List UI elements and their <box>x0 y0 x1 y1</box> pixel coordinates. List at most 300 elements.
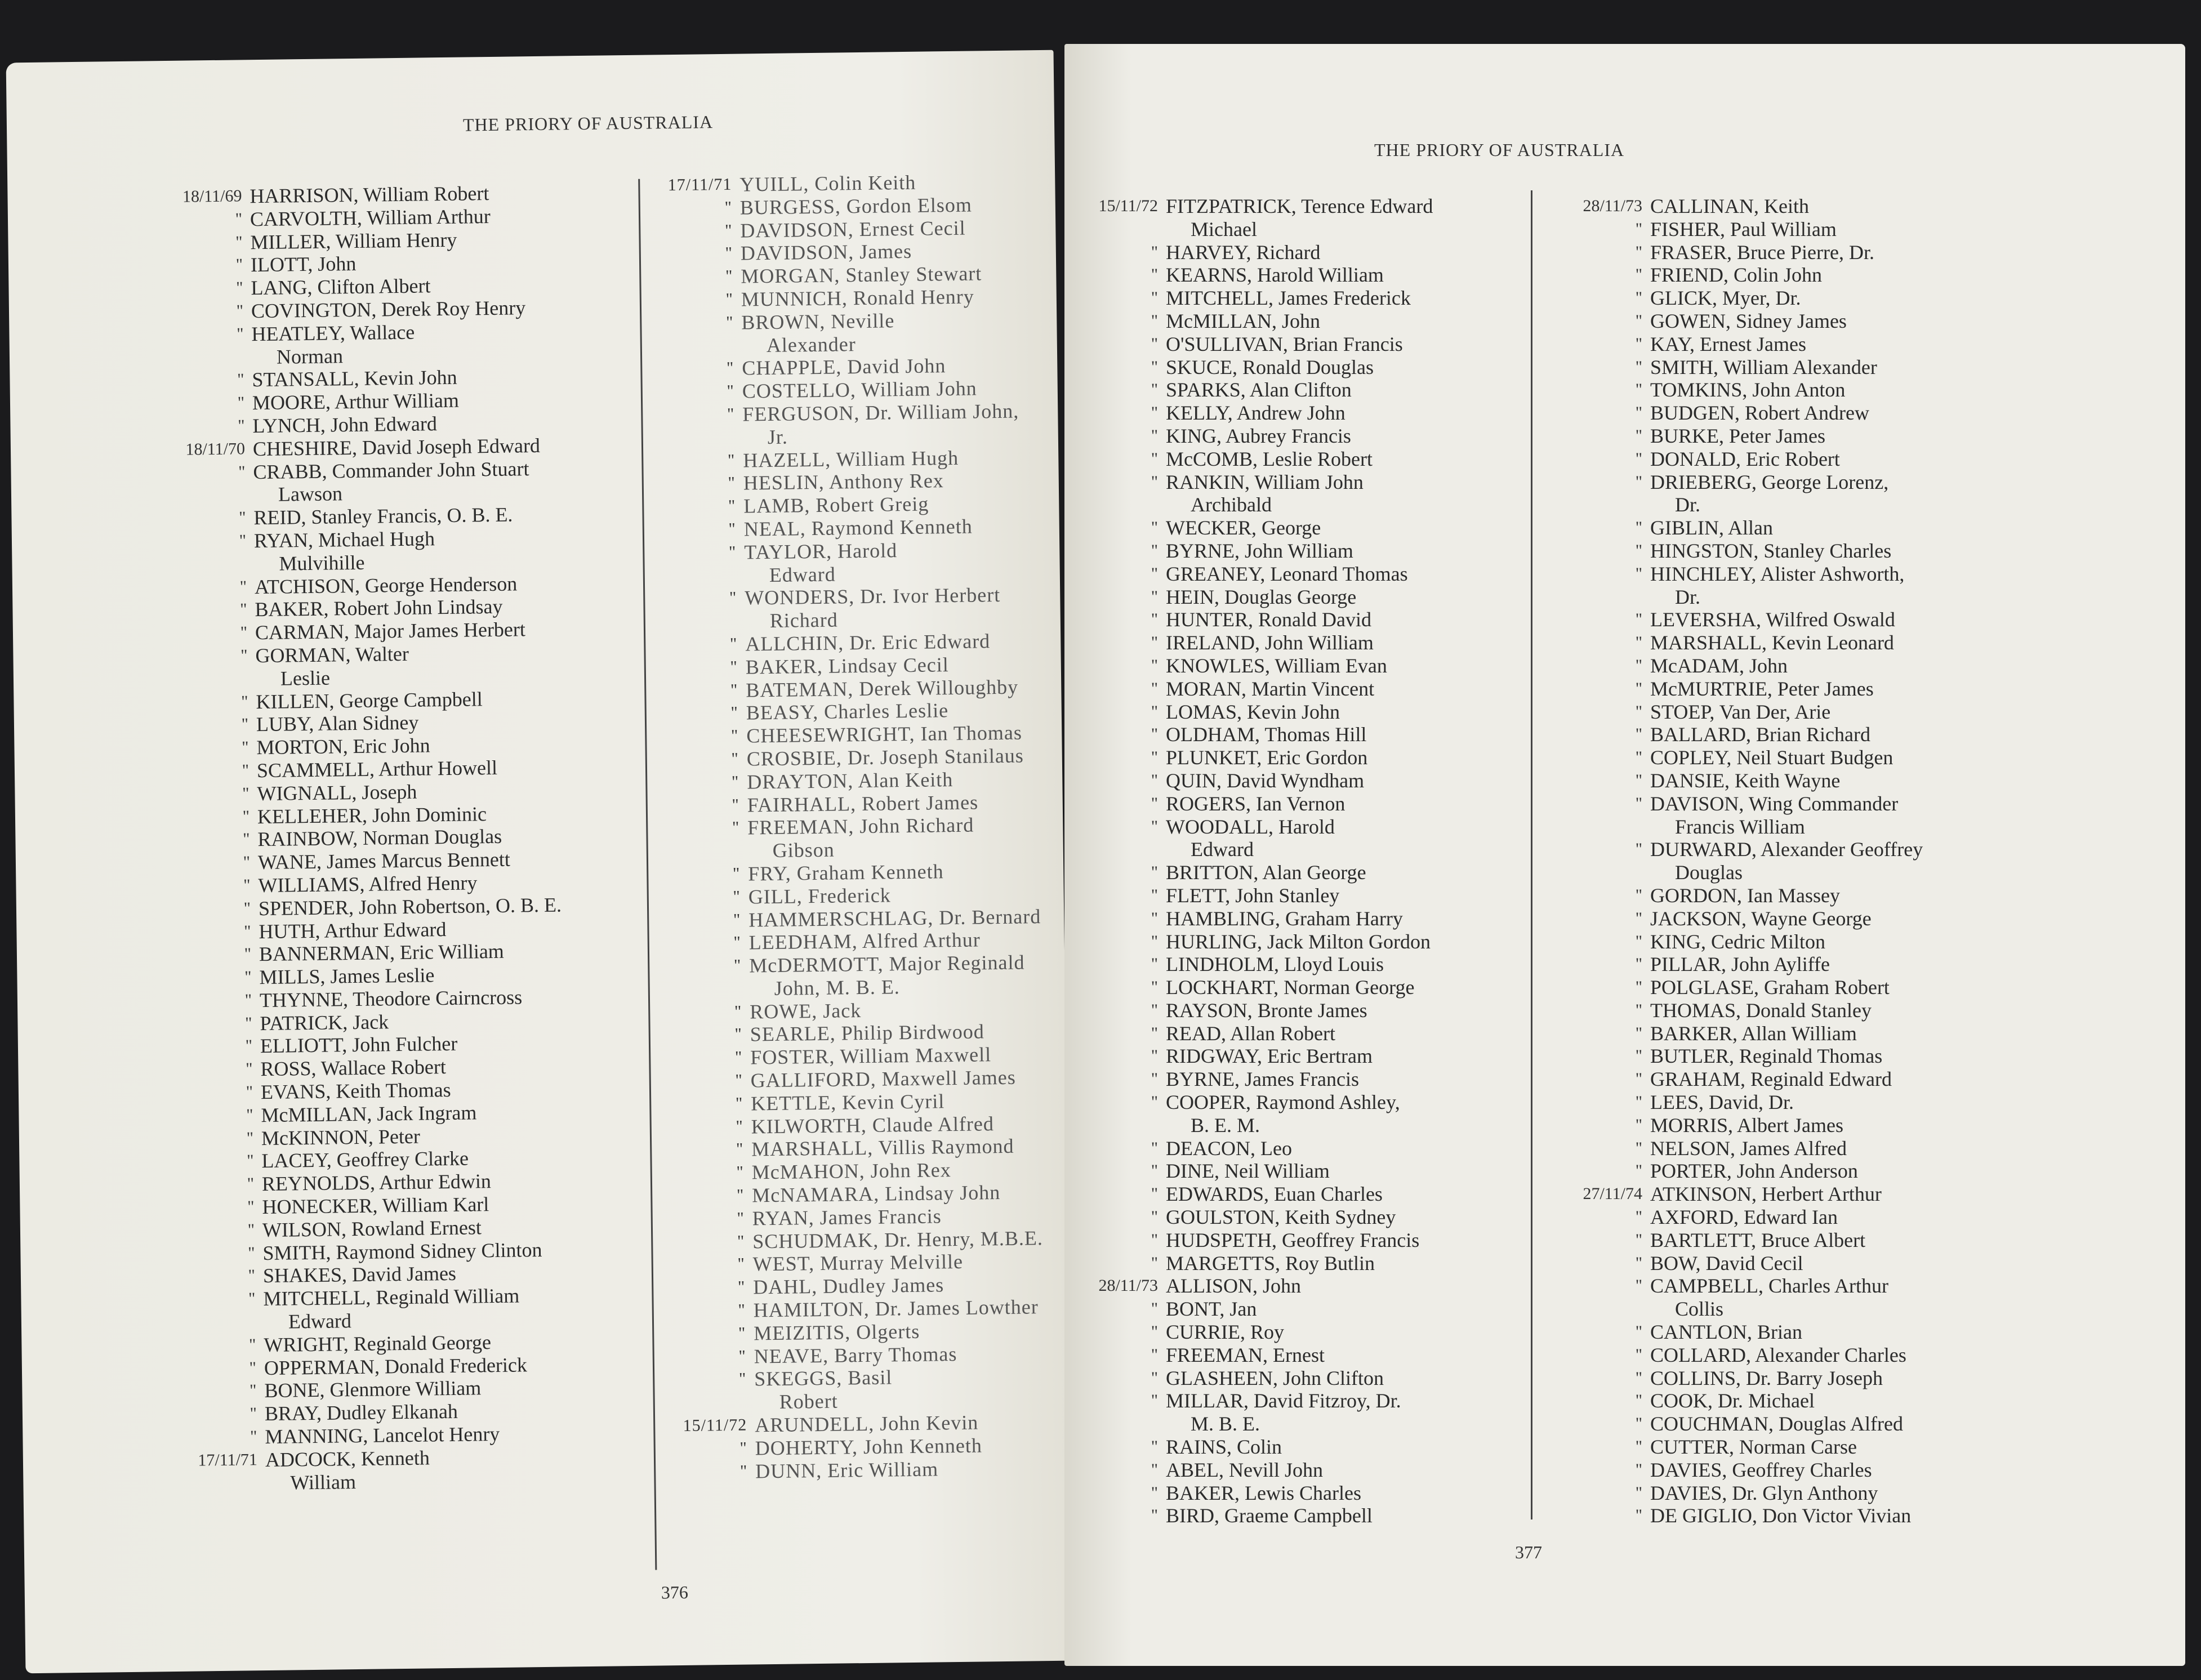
entry-date: " <box>733 910 741 929</box>
entry-row <box>1635 723 2078 746</box>
entry-name: Archibald <box>1191 493 1272 516</box>
entry-name: Robert <box>779 1389 838 1414</box>
entry-name: RANKIN, William John <box>1166 470 1364 493</box>
entry-name: WECKER, George <box>1166 516 1321 540</box>
entry-date: " <box>729 589 737 608</box>
entry-name: FISHER, Paul William <box>1650 217 1837 240</box>
entry-row <box>738 1318 1058 1345</box>
entry-row <box>755 1387 1059 1414</box>
entry-name: ABEL, Nevill John <box>1166 1458 1323 1481</box>
entry-name: SKEGGS, Basil <box>754 1366 893 1391</box>
entry-date: " <box>735 1094 743 1113</box>
name-column <box>182 180 671 1494</box>
name-column <box>667 170 1059 1483</box>
entry-row <box>1151 930 1571 953</box>
entry-row <box>733 904 1053 931</box>
entry-name: WIGNALL, Joseph <box>257 780 417 805</box>
entry-name: KELLY, Andrew John <box>1166 402 1345 425</box>
entry-name: SCAMMELL, Arthur Howell <box>256 756 498 782</box>
entry-row <box>734 1042 1054 1069</box>
entry-name: MORRIS, Albert James <box>1650 1113 1844 1137</box>
entry-date: " <box>242 738 249 757</box>
entry-date: " <box>1151 472 1158 491</box>
entry-name: BIRD, Graeme Campbell <box>1166 1504 1373 1527</box>
entry-name: HARVEY, Richard <box>1166 240 1321 264</box>
entry-date: " <box>738 1370 747 1389</box>
entry-row <box>1151 1251 1571 1275</box>
entry-name: McCOMB, Leslie Robert <box>1166 447 1373 470</box>
entry-row <box>730 721 1050 747</box>
entry-name: Lawson <box>278 482 343 506</box>
entry-row <box>725 308 1045 334</box>
entry-date: " <box>1151 633 1158 652</box>
entry-name: KAY, Ernest James <box>1650 332 1806 355</box>
entry-name: NEAL, Raymond Kenneth <box>743 515 973 541</box>
entry-date: " <box>1151 1230 1158 1249</box>
entry-row <box>1151 1321 1571 1344</box>
entry-name: CRABB, Commander John Stuart <box>253 457 529 483</box>
entry-name: Leslie <box>280 666 331 690</box>
entry-name: MITCHELL, James Frederick <box>1166 287 1411 310</box>
entry-date: " <box>238 462 246 482</box>
entry-date: " <box>728 496 736 516</box>
entry-name: MORAN, Martin Vincent <box>1166 677 1375 700</box>
entry-row <box>1151 1137 1571 1160</box>
entry-date: " <box>1635 564 1642 583</box>
entry-date: " <box>1635 1414 1642 1433</box>
entry-name: Francis William <box>1675 815 1805 838</box>
entry-date: " <box>1635 403 1642 422</box>
entry-name: GREANEY, Leonard Thomas <box>1166 562 1408 585</box>
entry-name: EDWARDS, Euan Charles <box>1166 1183 1383 1206</box>
entry-date: " <box>736 1117 743 1136</box>
entry-name: ROSS, Wallace Robert <box>260 1055 447 1081</box>
entry-date: " <box>1635 1115 1642 1134</box>
entry-date: " <box>736 1186 745 1205</box>
entry-date: " <box>1151 1253 1158 1272</box>
entry-name: YUILL, Colin Keith <box>739 171 916 196</box>
entry-name: HUTH, Arthur Edward <box>259 917 447 943</box>
entry-date: " <box>1635 1322 1642 1342</box>
entry-date: " <box>1635 1023 1642 1042</box>
entry-date: 15/11/72 <box>1098 197 1158 215</box>
entry-date: " <box>1635 1046 1642 1066</box>
entry-date: " <box>241 692 248 711</box>
entry-name: LANG, Clifton Albert <box>251 274 431 300</box>
entry-name: CARMAN, Major James Herbert <box>255 618 526 644</box>
left-page <box>6 50 1073 1674</box>
entry-date: " <box>249 1427 257 1446</box>
entry-row <box>1635 631 2078 654</box>
entry-name: PILLAR, John Ayliffe <box>1650 953 1830 976</box>
entry-date: " <box>1151 1391 1158 1410</box>
entry-name: SHAKES, David James <box>262 1262 457 1287</box>
entry-name: CHEESEWRIGHT, Ian Thomas <box>746 721 1023 747</box>
entry-name: BARTLETT, Bruce Albert <box>1650 1228 1866 1251</box>
entry-date: " <box>727 381 735 401</box>
entry-row <box>1635 1045 2078 1068</box>
entry-name: LOCKHART, Norman George <box>1166 976 1415 999</box>
entry-date: " <box>1151 518 1158 537</box>
entry-date: " <box>244 968 252 987</box>
entry-row <box>1151 378 1571 402</box>
entry-row <box>1151 264 1571 287</box>
entry-name: DEACON, Leo <box>1166 1137 1292 1160</box>
entry-row <box>1151 447 1571 471</box>
entry-name: OPPERMAN, Donald Frederick <box>264 1353 528 1379</box>
entry-date: " <box>1635 1483 1642 1502</box>
entry-row <box>1635 792 2078 816</box>
entry-date: " <box>235 232 243 252</box>
entry-date: " <box>1151 1023 1158 1042</box>
entry-name: Alexander <box>766 332 856 357</box>
entry-date: " <box>1151 817 1158 836</box>
entry-date: 18/11/69 <box>182 186 242 206</box>
entry-date: " <box>1635 955 1642 974</box>
column-divider <box>1531 190 1532 1519</box>
entry-date: " <box>1635 1276 1642 1295</box>
entry-name: COOPER, Raymond Ashley, <box>1166 1091 1400 1114</box>
entry-date: " <box>247 1151 254 1170</box>
entry-name: KING, Aubrey Francis <box>1166 424 1351 447</box>
entry-date: " <box>728 474 736 493</box>
entry-date: " <box>246 1106 253 1125</box>
entry-date: " <box>739 1438 747 1458</box>
entry-name: LEEDHAM, Alfred Arthur <box>748 928 981 954</box>
entry-date: " <box>235 255 243 274</box>
entry-date: " <box>1635 472 1642 491</box>
entry-name: WILSON, Rowland Ernest <box>262 1216 482 1241</box>
entry-name: GILL, Frederick <box>748 884 891 908</box>
entry-date: " <box>1151 1345 1158 1364</box>
entry-date: " <box>734 1025 742 1044</box>
entry-name: COSTELLO, William John <box>742 377 977 403</box>
entry-row <box>1151 309 1571 333</box>
entry-row <box>1151 1022 1571 1045</box>
entry-name: LINDHOLM, Lloyd Louis <box>1166 953 1384 976</box>
entry-date: " <box>1151 426 1158 445</box>
entry-name: BURGESS, Gordon Elsom <box>739 193 973 219</box>
entry-name: MANNING, Lancelot Henry <box>265 1422 500 1449</box>
entry-row <box>1166 493 1571 516</box>
entry-date: " <box>1635 1368 1642 1387</box>
entry-date: " <box>1151 932 1158 951</box>
entry-date: " <box>1635 770 1642 790</box>
entry-date: " <box>1635 1070 1642 1089</box>
entry-row <box>1635 309 2078 333</box>
entry-row <box>1650 586 2078 609</box>
entry-name: BAKER, Lindsay Cecil <box>745 653 949 679</box>
entry-name: FERGUSON, Dr. William John, <box>742 399 1019 426</box>
entry-name: M. B. E. <box>1191 1412 1260 1436</box>
entry-date: " <box>242 784 249 803</box>
entry-name: McKINNON, Peter <box>261 1125 421 1149</box>
entry-name: ARUNDELL, John Kevin <box>755 1411 979 1437</box>
entry-row <box>1635 1366 2078 1390</box>
entry-name: DAVIDSON, Ernest Cecil <box>740 216 966 242</box>
entry-date: " <box>237 324 244 344</box>
entry-name: ADCOCK, Kenneth <box>265 1446 430 1471</box>
right-page <box>1064 44 2185 1666</box>
entry-name: Edward <box>769 563 836 586</box>
entry-name: CALLINAN, Keith <box>1650 195 1809 217</box>
entry-row <box>1635 1091 2078 1114</box>
entry-date: " <box>239 531 247 550</box>
entry-row <box>1151 1458 1571 1482</box>
entry-row <box>1151 1045 1571 1068</box>
entry-name: TAYLOR, Harold <box>744 538 898 564</box>
entry-row <box>1650 1298 2078 1321</box>
entry-row <box>1650 861 2078 884</box>
entry-date: " <box>725 266 733 286</box>
entry-name: HAZELL, William Hugh <box>743 446 959 472</box>
entry-name: WILLIAMS, Alfred Henry <box>258 871 478 897</box>
entry-name: MILLAR, David Fitzroy, Dr. <box>1166 1389 1401 1412</box>
entry-name: FITZPATRICK, Terence Edward <box>1166 195 1433 217</box>
entry-date: " <box>1151 1138 1158 1157</box>
entry-date: " <box>1635 288 1642 308</box>
entry-row <box>1151 585 1571 609</box>
entry-name: DAVIES, Geoffrey Charles <box>1650 1458 1872 1481</box>
entry-name: Norman <box>276 344 344 368</box>
entry-date: " <box>1635 1253 1642 1272</box>
entry-row <box>735 1089 1055 1115</box>
entry-date: " <box>727 451 736 470</box>
entry-row <box>1151 1298 1571 1321</box>
entry-row <box>1635 1458 2078 1482</box>
entry-name: LACEY, Geoffrey Clarke <box>261 1147 469 1173</box>
entry-row <box>730 675 1050 702</box>
entry-row <box>1151 976 1571 999</box>
entry-name: BUTLER, Reginald Thomas <box>1650 1045 1883 1068</box>
entry-row <box>742 331 1046 357</box>
entry-name: FRIEND, Colin John <box>1650 264 1823 287</box>
entry-name: HEATLEY, Wallace <box>251 320 415 345</box>
entry-date: " <box>1151 449 1158 468</box>
entry-date: " <box>1151 978 1158 997</box>
entry-date: " <box>1635 1207 1642 1227</box>
entry-row <box>1635 1343 2078 1367</box>
entry-name: KILWORTH, Claude Alfred <box>751 1112 995 1138</box>
entry-name: HEIN, Douglas George <box>1166 585 1357 608</box>
entry-name: Jr. <box>767 425 788 448</box>
entry-date: 17/11/71 <box>667 175 732 195</box>
entry-date: " <box>1635 1345 1642 1364</box>
entry-name: KNOWLES, William Evan <box>1166 654 1387 677</box>
entry-date: " <box>733 887 741 906</box>
entry-date: " <box>1151 863 1158 882</box>
entry-name: PLUNKET, Eric Gordon <box>1166 746 1368 769</box>
entry-name: GALLIFORD, Maxwell James <box>750 1066 1016 1092</box>
entry-date: " <box>1151 1184 1158 1204</box>
entry-row <box>1635 287 2078 310</box>
entry-row <box>1635 1275 2078 1298</box>
entry-row <box>1635 1022 2078 1045</box>
entry-name: MARSHALL, Kevin Leonard <box>1650 631 1894 654</box>
entry-date: " <box>1151 1000 1158 1019</box>
entry-name: MILLER, William Henry <box>250 228 457 253</box>
entry-row <box>1151 1343 1571 1367</box>
entry-row <box>1635 516 2078 540</box>
entry-name: COUCHMAN, Douglas Alfred <box>1650 1412 1903 1436</box>
entry-date: 18/11/70 <box>185 439 246 459</box>
entry-date: 27/11/74 <box>1583 1184 1642 1204</box>
entry-name: HINGSTON, Stanley Charles <box>1650 539 1892 562</box>
entry-date: " <box>1151 1483 1158 1502</box>
entry-row <box>1635 1321 2078 1344</box>
entry-date: " <box>235 210 243 229</box>
entry-date: " <box>246 1082 253 1102</box>
entry-row <box>1635 264 2078 287</box>
entry-row <box>1635 1251 2078 1275</box>
entry-name: DRIEBERG, George Lorenz, <box>1650 470 1889 493</box>
entry-date: " <box>246 1059 253 1079</box>
entry-date: " <box>738 1300 746 1320</box>
entry-row <box>1635 1160 2078 1183</box>
entry-date: " <box>238 416 245 435</box>
entry-row <box>1166 1412 1571 1436</box>
entry-row <box>1635 355 2078 379</box>
entry-name: COPLEY, Neil Stuart Budgen <box>1650 746 1893 769</box>
entry-date: " <box>1151 357 1158 376</box>
entry-name: READ, Allan Robert <box>1166 1022 1335 1045</box>
entry-row <box>1151 1228 1571 1252</box>
entry-row <box>1151 562 1571 586</box>
entry-name: Gibson <box>772 838 835 862</box>
entry-row <box>1635 1228 2078 1252</box>
entry-name: Dr. <box>1675 585 1700 608</box>
entry-date: " <box>1151 885 1158 904</box>
entry-date: " <box>249 1404 257 1423</box>
entry-date: " <box>249 1381 257 1400</box>
entry-date: " <box>725 244 733 263</box>
page-header: THE PRIORY OF AUSTRALIA <box>1374 140 1625 160</box>
entry-row <box>748 836 1052 862</box>
entry-name: MARSHALL, Villis Raymond <box>751 1135 1014 1161</box>
entry-name: DONALD, Eric Robert <box>1650 447 1840 470</box>
entry-date: " <box>247 1243 255 1263</box>
entry-name: MUNNICH, Ronald Henry <box>741 285 975 311</box>
entry-name: McADAM, John <box>1650 654 1788 677</box>
entry-date: " <box>1151 1070 1158 1089</box>
entry-name: SEARLE, Philip Birdwood <box>750 1020 985 1046</box>
entry-date: " <box>1151 1460 1158 1479</box>
entry-name: FRASER, Bruce Pierre, Dr. <box>1650 240 1874 264</box>
entry-date: " <box>244 991 252 1010</box>
entry-row <box>1151 470 1571 494</box>
entry-name: IRELAND, John William <box>1166 631 1374 654</box>
entry-name: MITCHELL, Reginald William <box>263 1284 520 1311</box>
entry-date: " <box>1635 311 1642 330</box>
entry-date: " <box>730 703 738 723</box>
entry-date: " <box>1635 265 1642 284</box>
entry-name: DUNN, Eric William <box>755 1458 939 1483</box>
entry-name: MORTON, Eric John <box>256 734 430 759</box>
entry-name: KETTLE, Kevin Cyril <box>751 1090 945 1115</box>
entry-date: " <box>1151 1506 1158 1525</box>
entry-row <box>1151 746 1571 769</box>
entry-date: " <box>1635 656 1642 675</box>
entry-name: Collis <box>1675 1298 1724 1321</box>
entry-row <box>1635 953 2078 976</box>
entry-row <box>731 767 1051 794</box>
entry-name: B. E. M. <box>1191 1113 1260 1137</box>
entry-name: BROWN, Neville <box>741 309 895 334</box>
entry-date: " <box>246 1128 254 1148</box>
entry-name: KEARNS, Harold William <box>1166 264 1384 287</box>
entry-date: " <box>1151 656 1158 675</box>
entry-row <box>1151 355 1571 379</box>
entry-name: PATRICK, Jack <box>260 1010 389 1035</box>
entry-row <box>733 928 1053 954</box>
entry-name: Douglas <box>1675 861 1743 884</box>
entry-row <box>1635 1137 2078 1160</box>
entry-row <box>667 170 1044 196</box>
entry-name: BATEMAN, Derek Willoughby <box>746 675 1019 702</box>
entry-name: RYAN, Michael Hugh <box>253 527 435 552</box>
entry-row <box>738 1364 1058 1391</box>
entry-row <box>1635 1412 2078 1436</box>
entry-name: SPENDER, John Robertson, O. B. E. <box>258 893 562 920</box>
entry-date: " <box>731 749 739 768</box>
entry-date: " <box>1635 1000 1642 1019</box>
entry-name: BRAY, Dudley Elkanah <box>264 1400 458 1425</box>
entry-date: " <box>247 1174 255 1193</box>
entry-name: OLDHAM, Thomas Hill <box>1166 723 1367 746</box>
entry-row <box>745 560 1049 586</box>
entry-name: GORDON, Ian Massey <box>1650 884 1840 907</box>
entry-name: LEVERSHA, Wilfred Oswald <box>1650 608 1895 631</box>
entry-name: WONDERS, Dr. Ivor Herbert <box>745 583 1001 609</box>
entry-name: FLETT, John Stanley <box>1166 884 1340 907</box>
entry-name: Mulvihille <box>279 551 365 575</box>
entry-name: GOWEN, Sidney James <box>1650 309 1847 332</box>
entry-name: BRITTON, Alan George <box>1166 861 1366 884</box>
entry-name: COOK, Dr. Michael <box>1650 1389 1815 1412</box>
entry-name: MEIZITIS, Olgerts <box>754 1320 920 1345</box>
entry-name: GORMAN, Walter <box>255 642 409 667</box>
entry-row <box>730 652 1050 679</box>
entry-row <box>737 1249 1057 1276</box>
entry-name: LEES, David, Dr. <box>1650 1091 1794 1114</box>
entry-row <box>683 1410 1059 1437</box>
page-header: THE PRIORY OF AUSTRALIA <box>462 112 714 135</box>
entry-name: FOSTER, William Maxwell <box>750 1043 992 1069</box>
entry-date: " <box>736 1140 744 1159</box>
entry-name: HARRISON, William Robert <box>249 182 489 208</box>
entry-date: " <box>737 1232 745 1251</box>
entry-name: MORGAN, Stanley Stewart <box>741 262 982 288</box>
entry-row <box>1650 493 2078 516</box>
entry-row <box>727 399 1046 426</box>
entry-row <box>1635 1436 2078 1459</box>
entry-name: CURRIE, Roy <box>1166 1321 1285 1344</box>
entry-date: " <box>1635 334 1642 353</box>
entry-name: BONE, Glenmore William <box>264 1376 482 1402</box>
entry-row <box>737 1272 1057 1299</box>
entry-row <box>1635 332 2078 356</box>
entry-name: WANE, James Marcus Bennett <box>257 848 511 874</box>
entry-name: THYNNE, Theodore Cairncross <box>259 986 523 1011</box>
entry-row <box>1635 1389 2078 1412</box>
entry-name: BALLARD, Brian Richard <box>1650 723 1870 746</box>
entry-name: BARKER, Allan William <box>1650 1022 1857 1045</box>
entry-date: " <box>1151 311 1158 330</box>
entry-date: " <box>1151 242 1158 261</box>
entry-date: " <box>1151 725 1158 744</box>
entry-name: DOHERTY, John Kenneth <box>755 1434 983 1460</box>
entry-row <box>1635 378 2078 402</box>
